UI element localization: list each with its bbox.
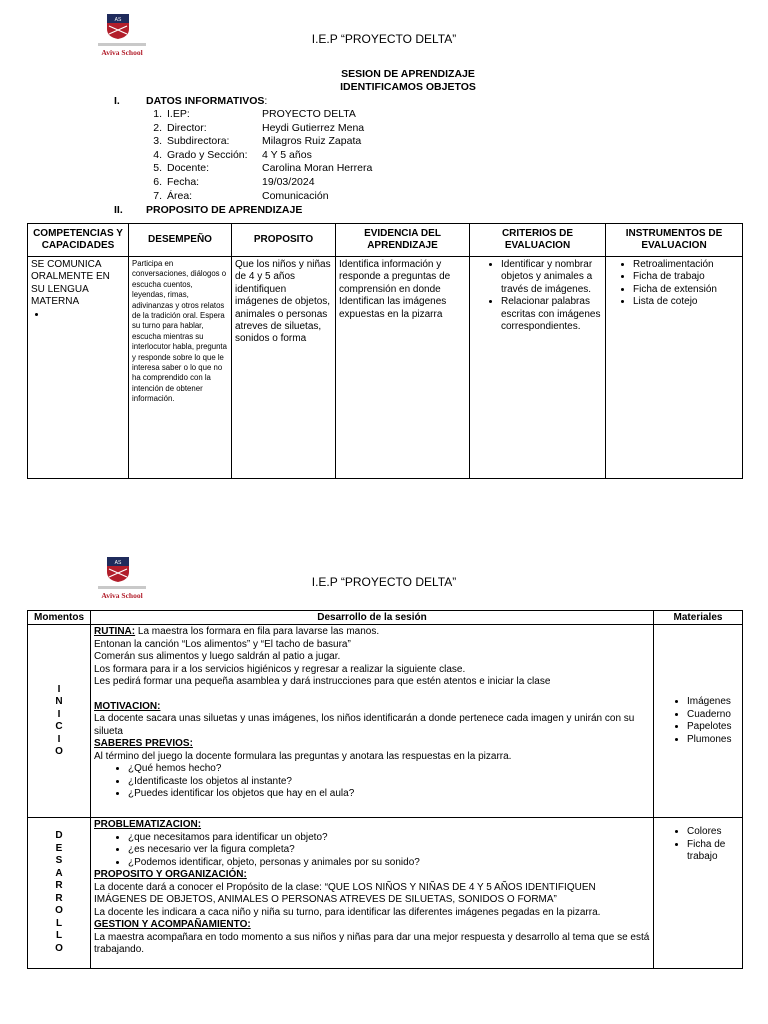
- rutina-text: La maestra los formara en fila para lavarse las manos.: [135, 626, 380, 637]
- list-item: [47, 309, 125, 321]
- proposito-label: PROPOSITO Y ORGANIZACIÓN:: [94, 869, 247, 880]
- info-value: Milagros Ruiz Zapata: [262, 135, 362, 148]
- rutina-line: Entonan la canción “Los alimentos” y “El tacho de basura”: [94, 638, 351, 650]
- list-item: • Lista de cotejo: [633, 296, 739, 308]
- rutina-line: [94, 626, 650, 639]
- info-key: Área:: [167, 189, 193, 202]
- session-heading: [0, 68, 768, 94]
- inicio-row: [28, 625, 743, 818]
- info-number: 2.: [153, 121, 162, 134]
- info-value: Heydi Gutierrez Mena: [262, 121, 365, 134]
- info-key: Docente:: [167, 162, 210, 175]
- list-item: • Plumones: [687, 734, 739, 747]
- moment-desarrollo: D E S A R R O L L O: [28, 818, 91, 969]
- proposito-line: La docente dará a conocer el Propósito de la clase: “QUE LOS NIÑOS Y NIÑAS DE 4 Y 5 AÑOS IDENTIFIQUEN IMÁGENES DE OBJETOS, ANIMALES O PERSONAS ATREVES DE SILUETAS, SONIDOS O FORMA”: [94, 881, 596, 905]
- list-item: • ¿es necesario ver la figura completa?: [128, 844, 650, 857]
- gestion-text: La maestra acompañara en todo momento a sus niños y niñas para dar una mejor respuesta y desarrollo al tema que se está trabajando.: [94, 931, 650, 955]
- competencia-cell: [28, 257, 129, 479]
- list-item: • Relacionar palabras escritas con imágenes correspondientes.: [501, 296, 602, 333]
- info-number: 7.: [153, 189, 162, 202]
- list-item: • ¿Qué hemos hecho?: [128, 763, 650, 776]
- list-item: • ¿Podemos identificar, objeto, personas y animales por su sonido?: [128, 857, 650, 870]
- purpose-table-header: [28, 224, 743, 257]
- desempeno-cell: Participa en conversaciones, diálogos o escucha cuentos, leyendas, rimas, adivinanzas y otros relatos de la tradición oral. Espera su turno para hablar, escucha mientras su interlocutor habla, pregunta y responde sobre lo que le interesa saber o lo que no ha comprendido con la intención de obtener información.: [129, 257, 232, 479]
- info-key: Fecha:: [167, 175, 200, 188]
- info-list: [144, 108, 372, 203]
- materials-list: [657, 696, 739, 746]
- info-number: 4.: [153, 148, 162, 161]
- info-value: PROYECTO DELTA: [262, 108, 356, 120]
- inicio-content: [91, 625, 654, 818]
- problematizacion-questions: [94, 832, 650, 870]
- proposito-cell: Que los niños y niñas de 4 y 5 años identifiquen imágenes de objetos, animales o personas atreves de siluetas, sonidos o forma: [232, 257, 336, 479]
- desarrollo-content: [91, 818, 654, 969]
- list-item: • ¿Identificaste los objetos al instante?: [128, 776, 650, 789]
- gestion-label: GESTION Y ACOMPAÑAMIENTO:: [94, 919, 251, 930]
- info-key: Subdirectora:: [167, 135, 230, 148]
- school-title: I.E.P “PROYECTO DELTA”: [311, 575, 457, 589]
- session-table: [27, 610, 743, 969]
- problematizacion-label: PROBLEMATIZACION:: [94, 819, 202, 830]
- rutina-line: Comerán sus alimentos y luego saldrán al patio a jugar.: [94, 651, 341, 662]
- section-colon: :: [264, 95, 268, 107]
- session-subtitle: IDENTIFICAMOS OBJETOS: [340, 81, 476, 93]
- section-number: II.: [114, 204, 123, 216]
- motivacion-text: La docente sacara unas siluetas y unas imágenes, los niños identificarán a donde pertenece cada imagen y unirán con su silueta: [94, 713, 635, 737]
- logo-brand-text: Aviva School: [101, 48, 143, 57]
- criterios-cell: [470, 257, 606, 479]
- evidencia-cell: Identifica información y responde a preguntas de comprensión en donde Identifican las imágenes expuestas en la pizarra: [336, 257, 470, 479]
- session-title: SESION DE APRENDIZAJE: [341, 68, 475, 80]
- info-number: 3.: [153, 135, 162, 148]
- list-item: • Cuaderno: [687, 709, 739, 722]
- section-datos: [114, 95, 267, 107]
- section-number: I.: [114, 95, 120, 107]
- list-item: • Retroalimentación: [633, 259, 739, 271]
- desarrollo-materials: [654, 818, 743, 969]
- instrumentos-cell: [606, 257, 743, 479]
- col-header: INSTRUMENTOS DE EVALUACION: [606, 224, 743, 257]
- moment-inicio: I N I C I O: [28, 625, 91, 818]
- logo-badge: AS: [114, 17, 122, 23]
- list-item: • ¿que necesitamos para identificar un objeto?: [128, 832, 650, 845]
- saberes-label: SABERES PREVIOS:: [94, 738, 193, 749]
- session-table-header: [28, 611, 743, 625]
- empty-bullet-list: [31, 309, 125, 321]
- proposito-line: La docente les indicara a caca niño y niña su turno, para identificar las diferentes imágenes pegadas en la pizarra.: [94, 906, 601, 918]
- school-title: I.E.P “PROYECTO DELTA”: [311, 32, 457, 46]
- col-header: DESEMPEÑO: [129, 224, 232, 257]
- section-proposito: [114, 204, 302, 216]
- logo-badge: AS: [114, 560, 122, 566]
- info-row: [144, 162, 372, 176]
- info-value: Carolina Moran Herrera: [262, 162, 373, 175]
- instrumentos-list: [609, 259, 739, 309]
- page1-header: [0, 14, 768, 64]
- info-value: Comunicación: [262, 189, 329, 202]
- col-header: PROPOSITO: [232, 224, 336, 257]
- info-value: 4 Y 5 años: [262, 148, 312, 161]
- info-number: 1.: [153, 108, 162, 120]
- info-row: [144, 149, 372, 163]
- info-key: Director:: [167, 121, 207, 134]
- info-row: [144, 135, 372, 149]
- rutina-line: Les pedirá formar una pequeña asamblea y dará instrucciones para que estén atentos e iniciar la clase: [94, 676, 551, 687]
- info-number: 5.: [153, 162, 162, 175]
- competencia-text: SE COMUNICA ORALMENTE EN SU LENGUA MATERNA: [31, 259, 110, 308]
- logo-brand-text: Aviva School: [101, 591, 143, 600]
- col-header: COMPETENCIAS Y CAPACIDADES: [28, 224, 129, 257]
- motivacion-label: MOTIVACION:: [94, 700, 161, 712]
- saberes-text: Al término del juego la docente formulara las preguntas y anotara las respuestas en la pizarra.: [94, 750, 512, 762]
- rutina-line: Los formara para ir a los servicios higiénicos y regresar a realizar la siguiente clase.: [94, 663, 466, 675]
- list-item: • Identificar y nombrar objetos y animales a través de imágenes.: [501, 259, 602, 296]
- col-header: EVIDENCIA DEL APRENDIZAJE: [336, 224, 470, 257]
- info-value: 19/03/2024: [262, 175, 315, 188]
- desarrollo-row: [28, 818, 743, 969]
- list-item: • Ficha de trabajo: [633, 271, 739, 283]
- materials-list: [657, 826, 739, 864]
- inicio-materials: [654, 625, 743, 818]
- col-header: Materiales: [654, 611, 743, 625]
- col-header: Desarrollo de la sesión: [91, 611, 654, 625]
- list-item: • Colores: [687, 826, 739, 839]
- info-row: [144, 122, 372, 136]
- list-item: • Ficha de extensión: [633, 284, 739, 296]
- info-row: [144, 176, 372, 190]
- info-row: [144, 190, 372, 204]
- list-item: • Ficha de trabajo: [687, 839, 739, 864]
- info-row: [144, 108, 372, 122]
- info-key: Grado y Sección:: [167, 148, 248, 161]
- purpose-table: [27, 223, 743, 479]
- col-header: CRITERIOS DE EVALUACION: [470, 224, 606, 257]
- section-label: DATOS INFORMATIVOS: [146, 95, 265, 107]
- section-label: PROPOSITO DE APRENDIZAJE: [146, 204, 303, 216]
- saberes-questions: [94, 763, 650, 801]
- list-item: • Papelotes: [687, 721, 739, 734]
- info-key: I.EP:: [167, 108, 190, 120]
- col-header: Momentos: [28, 611, 91, 625]
- rutina-label: RUTINA:: [94, 626, 136, 637]
- list-item: • Imágenes: [687, 696, 739, 709]
- info-number: 6.: [153, 175, 162, 188]
- criterios-list: [473, 259, 602, 333]
- purpose-table-row: [28, 257, 743, 479]
- list-item: • ¿Puedes identificar los objetos que hay en el aula?: [128, 788, 650, 801]
- page2-header: [0, 557, 768, 607]
